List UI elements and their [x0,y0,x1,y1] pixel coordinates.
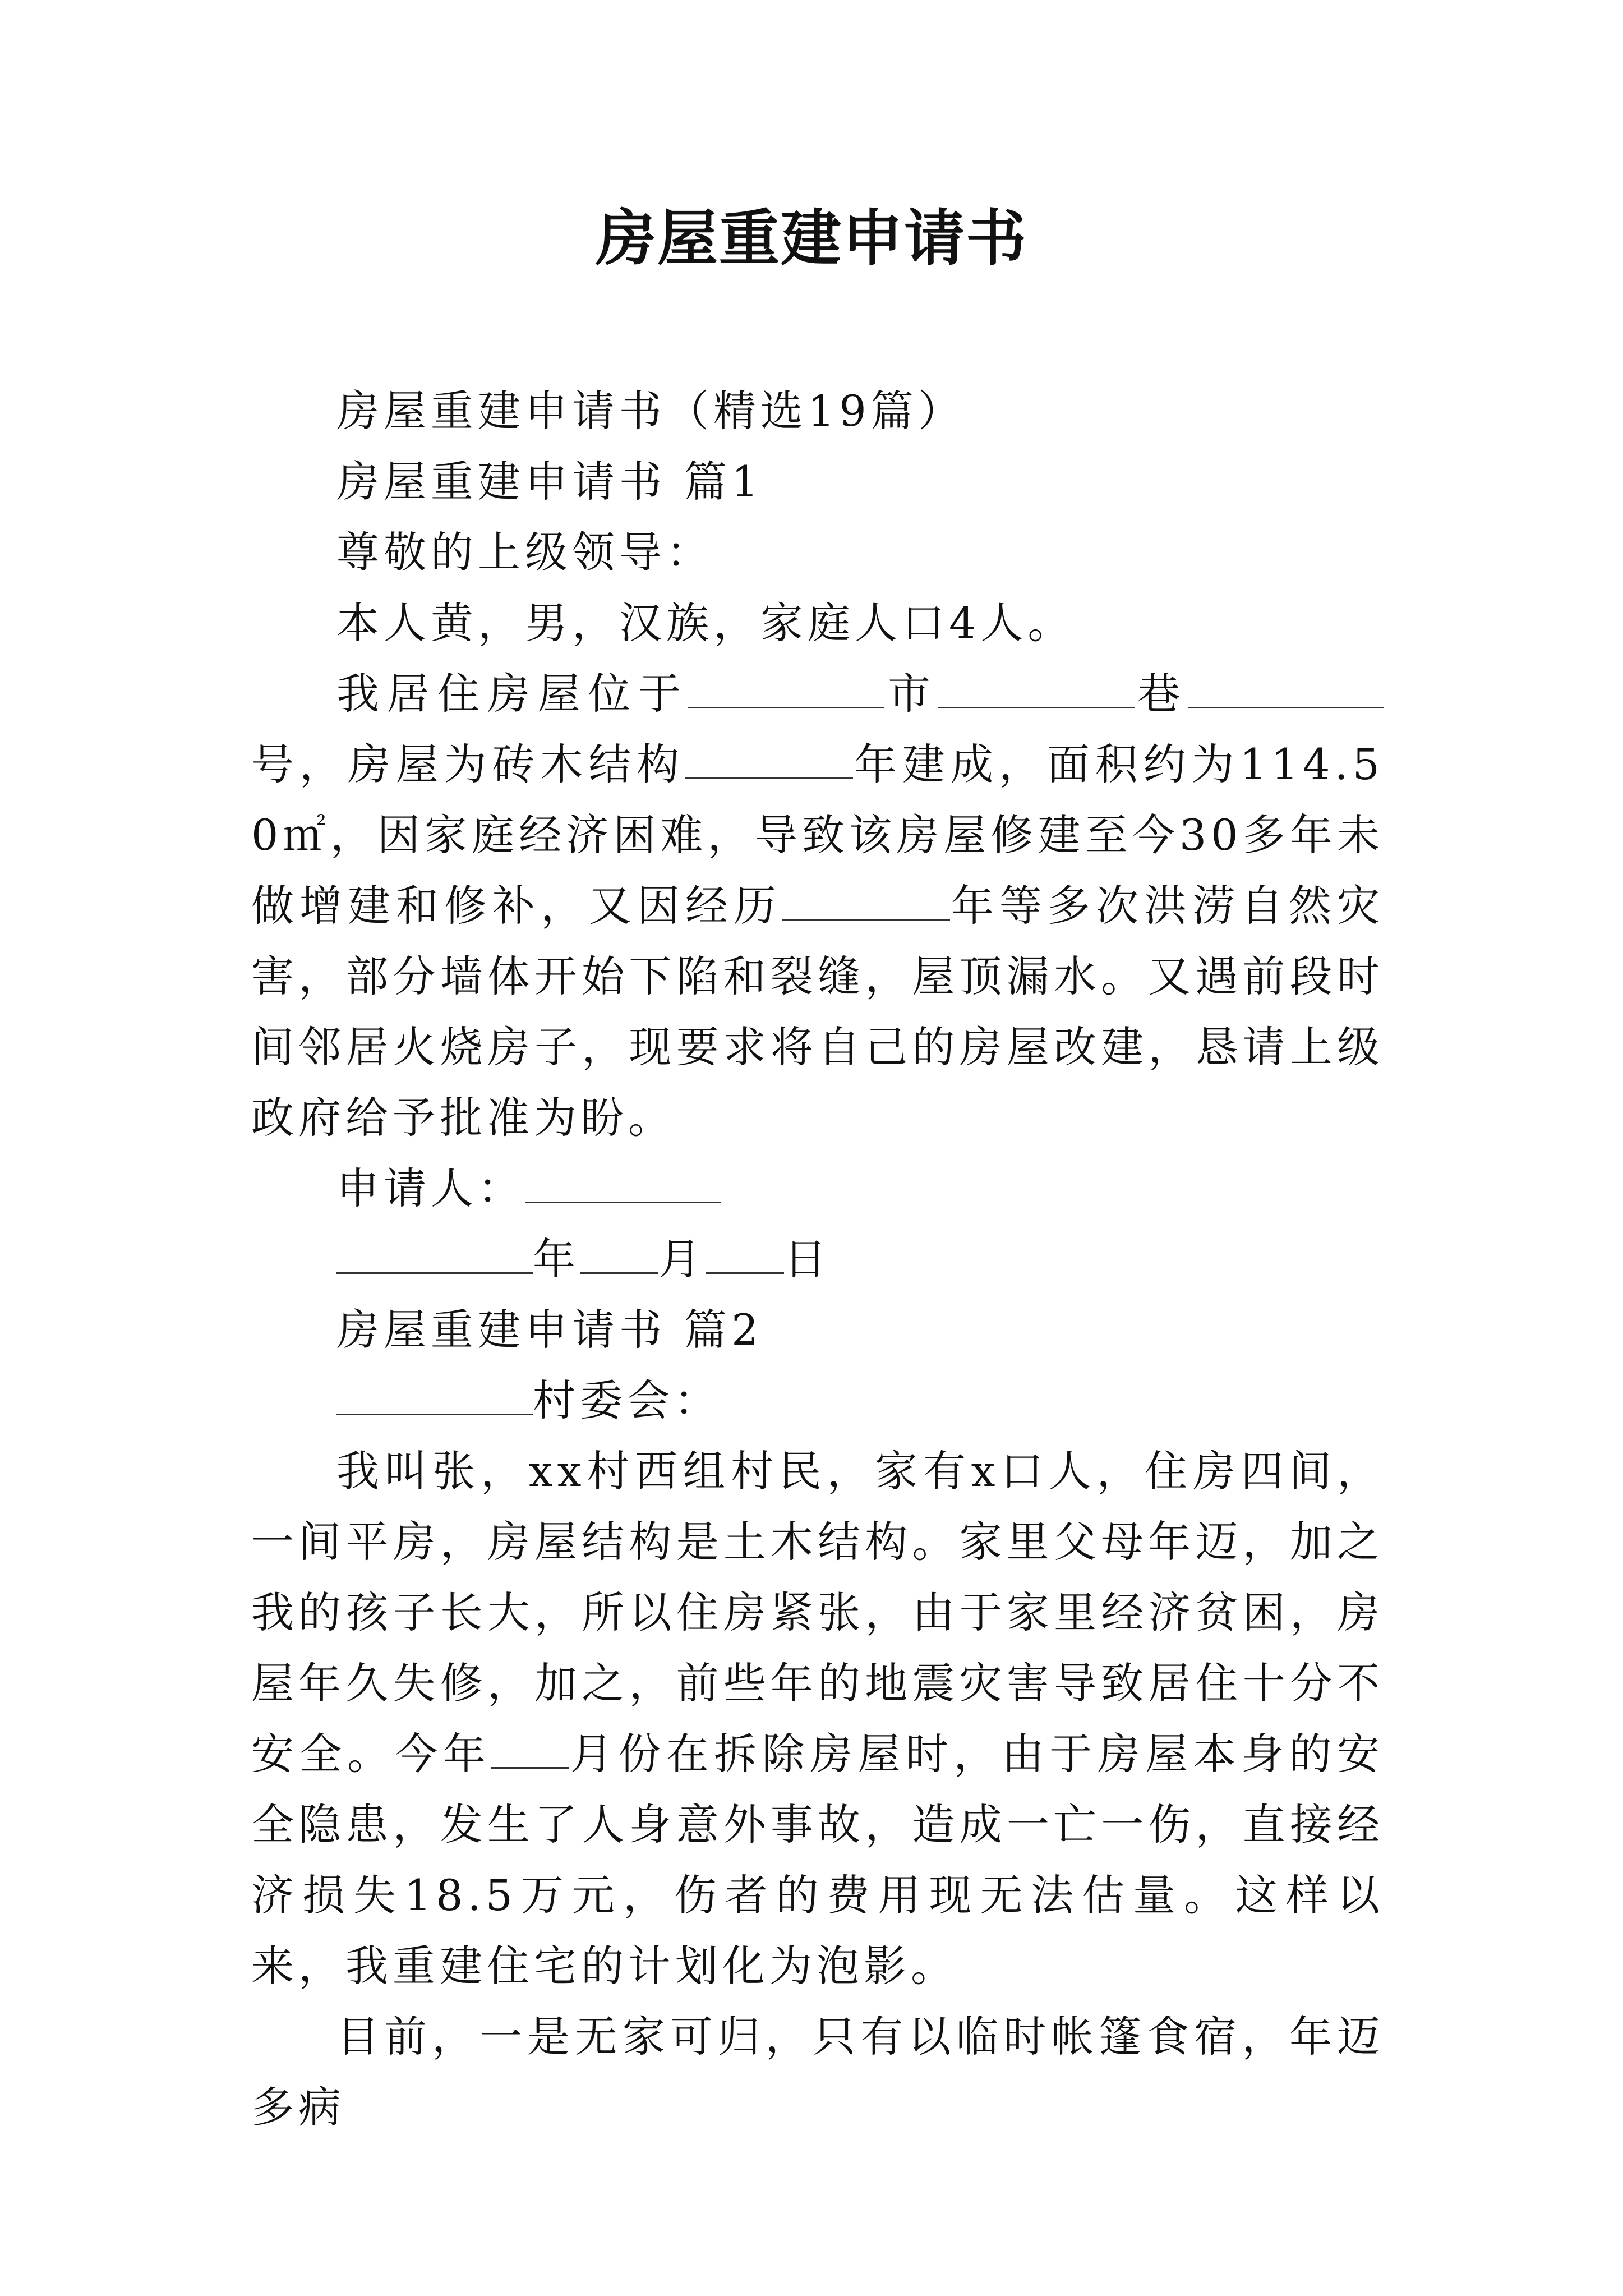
article1-paragraph-1: 本人黄，男，汉族，家庭人口4人。 [336,598,1075,648]
fill-blank-number [1188,668,1384,708]
text-segment: 市 [884,669,938,719]
text-segment: 月份在拆除房屋时，由于房屋本身的安全隐患，发生了人身意外事故，造成一亡一伤，直接经济损失18.5万元，伤者的费用现无法估量。这样以来，我重建住宅的计划化为泡影。 [251,1729,1385,1991]
fill-blank-flood-year [782,880,950,921]
article2-paragraph-1 [251,1436,1384,2001]
text-segment: 我叫张，xx村西组村民，家有x口人，住房四间，一间平房，房屋结构是土木结构。家里父母年迈，加之我的孩子长大，所以住房紧张，由于家里经济贫困，房屋年久失修，加之，前些年的地震灾害导致居住十分不安全。今年 [251,1446,1384,1779]
applicant-line [251,1153,1384,1224]
salutation: 尊敬的上级领导： [336,527,713,577]
applicant-label: 申请人： [336,1163,525,1213]
date-day-label: 日 [784,1234,831,1284]
fill-blank-city [688,668,884,708]
article2-heading: 房屋重建申请书 篇2 [336,1305,763,1355]
text-segment: 我居住房屋位于 [336,669,689,719]
fill-blank-month [580,1233,658,1274]
date-line [251,1224,1384,1295]
fill-blank-year [336,1233,533,1274]
recipient-label: 村委会： [533,1375,721,1425]
fill-blank-lane [938,668,1135,708]
article1-heading: 房屋重建申请书 篇1 [336,457,763,507]
subtitle: 房屋重建申请书（精选19篇） [336,386,965,436]
fill-blank-applicant [525,1162,721,1203]
fill-blank-village [336,1374,533,1415]
article1-paragraph-2 [251,659,1384,1153]
date-month-label: 月 [658,1234,706,1284]
text-segment: 号，房屋为砖木结构 [251,739,685,789]
date-year-label: 年 [533,1234,580,1284]
fill-blank-month [491,1728,569,1769]
text-segment: 年等多次洪涝自然灾害，部分墙体开始下陷和裂缝，屋顶漏水。又遇前段时间邻居火烧房子，现要求将自己的房屋改建，恳请上级政府给予批准为盼。 [251,881,1384,1143]
fill-blank-build-year [685,738,853,779]
recipient-line [251,1365,1384,1436]
text-segment: 巷 [1134,669,1188,719]
text-segment: 年建成，面积约为114.50㎡，因家庭经济困难，导致该房屋修建至今30多年未做增建和修补，又因经历 [251,739,1385,931]
article2-paragraph-2: 目前，一是无家可归，只有以临时帐篷食宿，年迈多病 [251,2012,1384,2132]
document-title: 房屋重建申请书 [595,203,1027,274]
fill-blank-day [706,1233,784,1274]
document-body [251,376,1384,2143]
